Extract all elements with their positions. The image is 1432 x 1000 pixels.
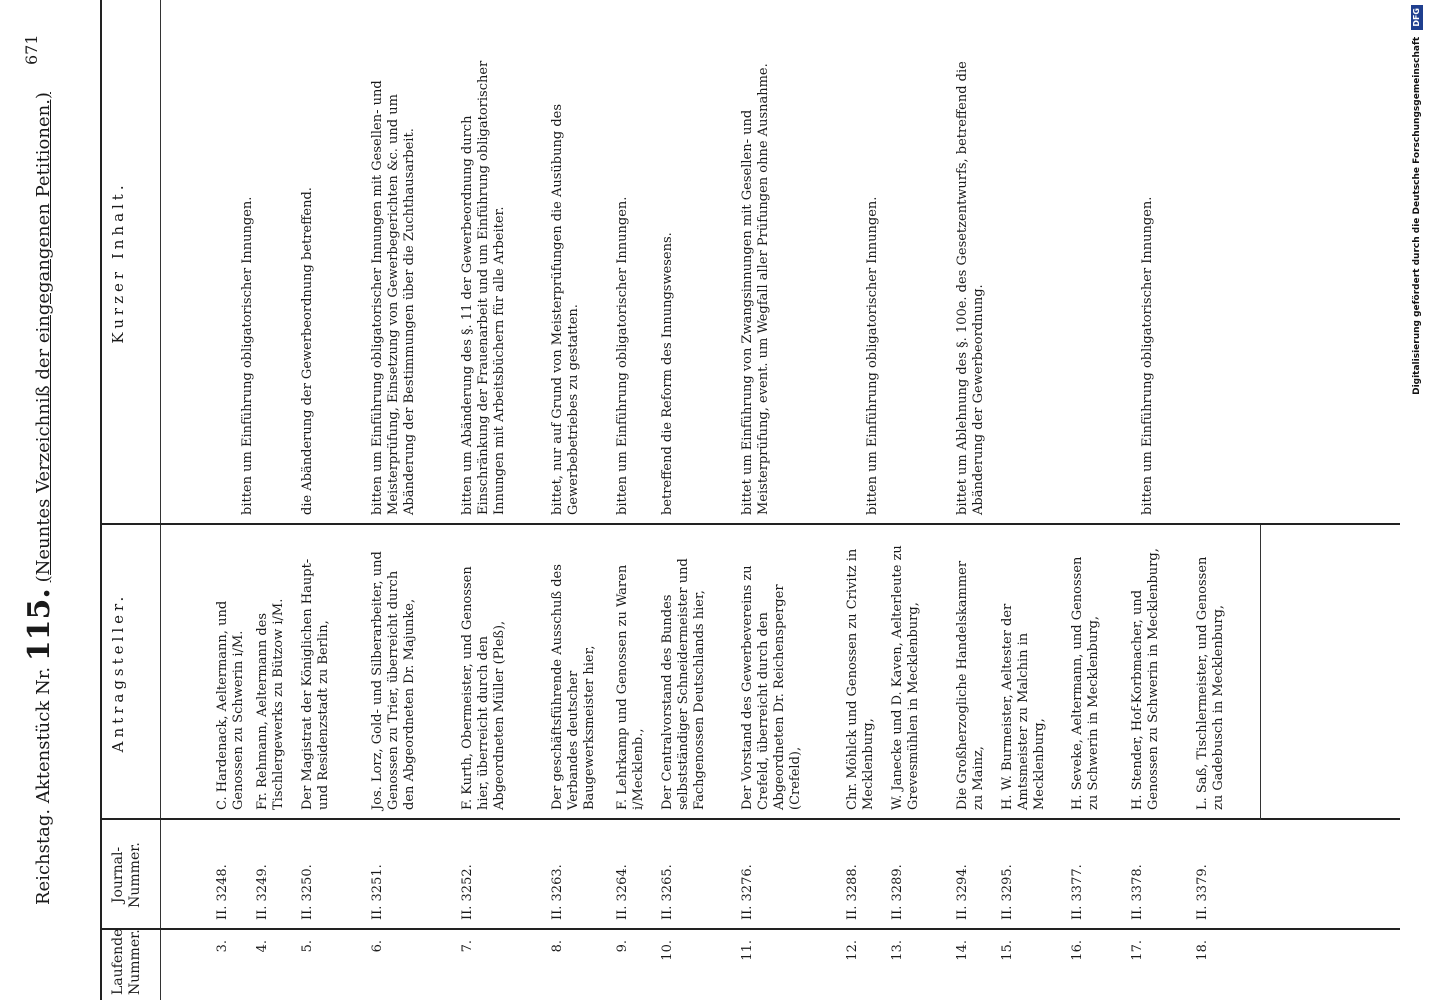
summary: bitten um Einführung obligatorischer Innungen.	[865, 196, 880, 515]
journal-number: II. 3378.	[1130, 864, 1145, 920]
row-number: 12.	[845, 940, 860, 961]
table-top-rule	[100, 0, 102, 1000]
journal-number: II. 3288.	[845, 864, 860, 920]
column-divider	[100, 818, 1400, 820]
row-number: 3.	[215, 940, 230, 953]
petitioner: Chr. Möhlck und Genossen zu Crivitz in Mecklenburg,	[845, 548, 876, 810]
funding-notice	[1405, 5, 1429, 995]
summary: bittet, nur auf Grund von Meisterprüfungen die Ausübung des Gewerbebetriebes zu gestatten.	[550, 103, 581, 515]
petitioner: W. Janecke und D. Kaven, Aelterleute zu Grevesmühlen in Mecklenburg,	[890, 545, 921, 810]
journal-number: II. 3265.	[660, 864, 675, 920]
journal-number: II. 3276.	[740, 864, 755, 920]
petitioner: Der geschäftsführende Ausschuß des Verbandes deutscher Baugewerksmeister hier,	[550, 564, 597, 810]
petitioner: Fr. Rehmann, Aeltermann des Tischlergewerks zu Bützow i/M.	[255, 598, 286, 810]
row-number: 4.	[255, 940, 270, 953]
summary: betreffend die Reform des Innungswesens.	[660, 232, 675, 515]
row-number: 11.	[740, 940, 755, 961]
column-header-inhalt: Kurzer Inhalt.	[109, 181, 127, 344]
journal-number: II. 3379.	[1195, 864, 1210, 920]
journal-number: II. 3294.	[955, 864, 970, 920]
column-header-journal: Journal-Nummer.	[110, 842, 143, 908]
row-number: 13.	[890, 940, 905, 961]
table-header-rule	[160, 0, 161, 1000]
row-number: 10.	[660, 940, 675, 961]
row-number: 17.	[1130, 940, 1145, 961]
grouping-brace	[225, 523, 270, 530]
journal-number: II. 3295.	[1000, 864, 1015, 920]
summary: bitten um Abänderung des §. 11 der Gewerbeordnung durch Einschränkung der Frauenarbeit und um Einführung obligatorischer Innungen mit Arbeitsbüchern für alle Arbeiter.	[460, 60, 507, 515]
journal-number: II. 3264.	[615, 864, 630, 920]
journal-number: II. 3252.	[460, 864, 475, 920]
petitioner: Jos. Lorz, Gold- und Silberarbeiter, und Genossen zu Trier, überreicht durch den Abgeordneten Dr. Majunke,	[370, 551, 417, 810]
petitioner: F. Lehrkamp und Genossen zu Waren i/Mecklenb.,	[615, 564, 646, 810]
column-header-laufende: Laufende Nummer.	[110, 928, 143, 995]
summary: bitten um Einführung obligatorischer Innungen.	[240, 196, 255, 515]
summary: bittet um Einführung von Zwangsinnungen mit Gesellen- und Meisterprüfung, event. um Wegfall aller Prüfungen ohne Ausnahme.	[740, 63, 771, 515]
journal-number: II. 3250.	[300, 864, 315, 920]
row-number: 9.	[615, 940, 630, 953]
row-number: 14.	[955, 940, 970, 961]
dfg-logo: DFG	[1411, 5, 1423, 30]
summary: bitten um Einführung obligatorischer Innungen.	[615, 196, 630, 515]
petitioner: H. W. Burmeister, Aeltester der Amtsmeister zu Malchin in Mecklenburg,	[1000, 603, 1047, 810]
document-number: 115.	[22, 588, 57, 662]
journal-number: II. 3248.	[215, 864, 230, 920]
summary: bitten um Einführung obligatorischer Innungen mit Gesellen- und Meisterprüfung, Einsetzung von Gewerbegerichten &c. und um Abänderung der Bestimmungen über die Zuchthausarbeit.	[370, 80, 417, 515]
petitioner: L. Saß, Tischlermeister, und Genossen zu Gadebusch in Mecklenburg,	[1195, 556, 1226, 810]
petitioner: H. Stender, Hof-Korbmacher, und Genossen zu Schwerin in Mecklenburg,	[1130, 548, 1161, 810]
page-title	[22, 92, 57, 905]
funding-text: Digitalisierung gefördert durch die Deutsche Forschungsgemeinschaft	[1412, 36, 1422, 395]
dfg-sidebar	[1405, 5, 1429, 995]
page-number: 671	[22, 34, 41, 65]
row-number: 6.	[370, 940, 385, 953]
summary: bitten um Einführung obligatorischer Innungen.	[1140, 196, 1155, 515]
journal-number: II. 3289.	[890, 864, 905, 920]
petitioner: Die Großherzogliche Handelskammer zu Mainz,	[955, 560, 986, 810]
journal-number: II. 3249.	[255, 864, 270, 920]
summary: die Abänderung der Gewerbeordnung betreffend.	[300, 187, 315, 515]
petitioner: Der Centralvorstand des Bundes selbstständiger Schneidermeister und Fachgenossen Deutschlands hier,	[660, 558, 707, 810]
document-title: (Neuntes Verzeichniß der eingegangenen Petitionen.)	[33, 92, 54, 583]
summary: bittet um Ablehnung des §. 100e. des Gesetzentwurfs, betreffend die Abänderung der Gewerbeordnung.	[955, 61, 986, 515]
grouping-brace	[855, 523, 910, 530]
page-header	[0, 0, 100, 1000]
column-divider	[100, 928, 1400, 930]
petitioner: Der Magistrat der Königlichen Haupt- und Residenzstadt zu Berlin,	[300, 558, 331, 810]
row-number: 5.	[300, 940, 315, 953]
table-bottom-rule	[1260, 525, 1261, 820]
grouping-brace	[1010, 523, 1260, 530]
petitioner: Der Vorstand des Gewerbevereins zu Crefeld, überreicht durch den Abgeordneten Dr. Reichensperger (Crefeld),	[740, 565, 803, 810]
petitioner: C. Hardenack, Aeltermann, und Genossen zu Schwerin i/M.	[215, 600, 246, 810]
row-number: 16.	[1070, 940, 1085, 961]
petitioner: H. Seveke, Aeltermann, und Genossen zu Schwerin in Mecklenburg,	[1070, 556, 1101, 810]
petitioner: F. Kurth, Obermeister, und Genossen hier, überreicht durch den Abgeordneten Müller (Pleß),	[460, 566, 507, 810]
journal-number: II. 3377.	[1070, 864, 1085, 920]
row-number: 7.	[460, 940, 475, 953]
journal-number: II. 3263.	[550, 864, 565, 920]
row-number: 8.	[550, 940, 565, 953]
row-number: 18.	[1195, 940, 1210, 961]
title-prefix: Reichstag. Aktenstück Nr.	[33, 666, 54, 905]
journal-number: II. 3251.	[370, 864, 385, 920]
column-header-antragsteller: Antragsteller.	[109, 592, 127, 753]
row-number: 15.	[1000, 940, 1015, 961]
